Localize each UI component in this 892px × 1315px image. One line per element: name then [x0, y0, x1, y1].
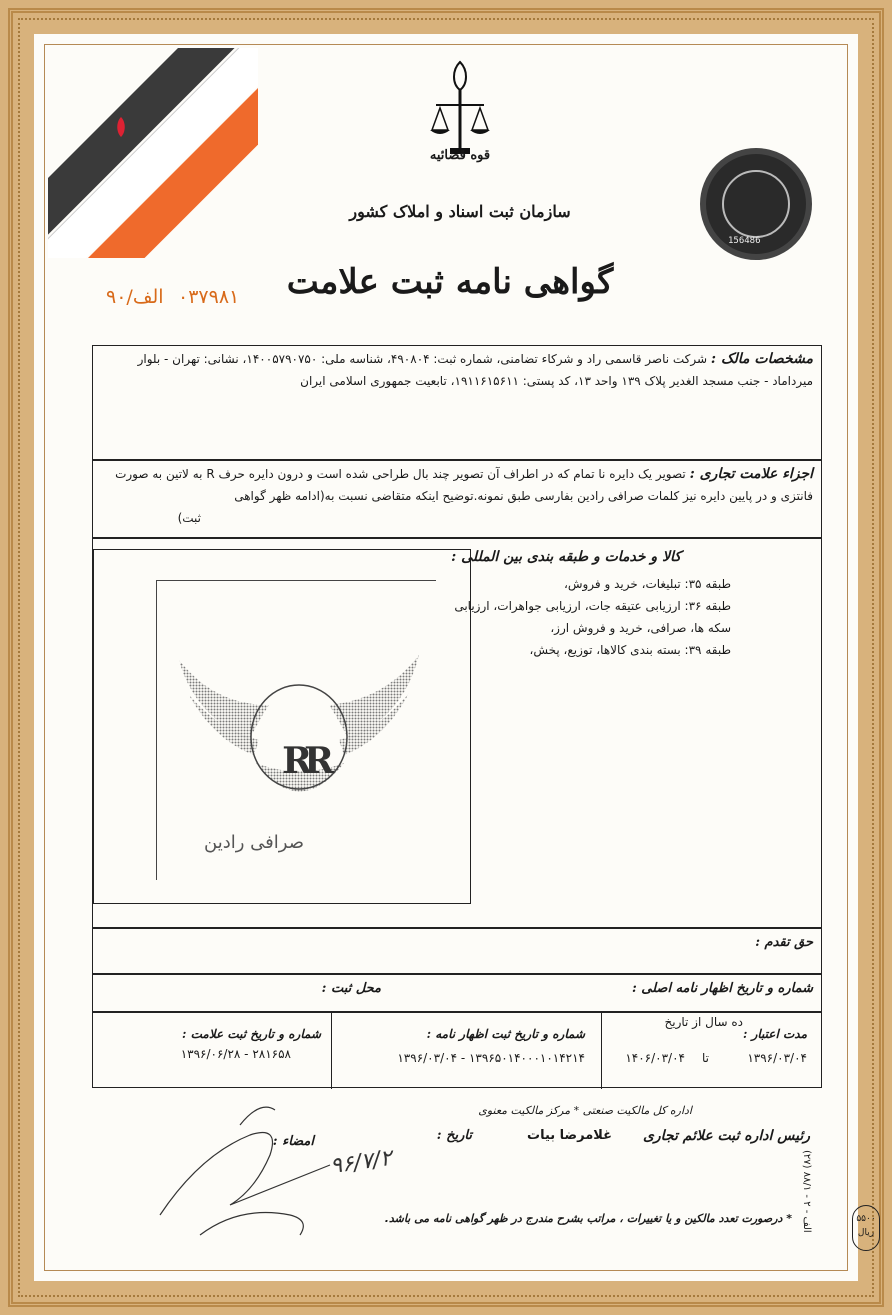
- goods-list: [431, 573, 731, 661]
- seal-emblem-icon: [722, 170, 790, 238]
- logo-letters: RR: [282, 740, 326, 782]
- validity-from: ۱۳۹۶/۰۳/۰۴: [747, 1051, 807, 1065]
- owner-label: مشخصات مالک :: [710, 351, 813, 367]
- stamp-line: اداره کل مالکیت صنعتی * مرکز مالکیت معنوی: [478, 1104, 692, 1117]
- logo-box: [93, 549, 471, 904]
- mark-parts-text: [103, 463, 813, 485]
- original-declaration-label: شماره و تاریخ اظهار نامه اصلی :: [631, 981, 813, 996]
- footer-note: * درصورت تعدد مالکین و یا تغییرات ، مراتب بشرح مندرج در ظهر گواهی نامه می باشد.: [384, 1212, 792, 1225]
- validity-label: مدت اعتبار :: [743, 1027, 807, 1041]
- validity-to: ۱۴۰۶/۰۳/۰۴: [625, 1051, 685, 1065]
- registration-value: ۲۸۱۶۵۸ - ۱۳۹۶/۰۶/۲۸: [180, 1047, 291, 1061]
- mark-parts-line-1: تصویر یک دایره نا تمام که در اطراف آن تصویر چند بال طراحی شده است و درون دایره حرف R به لاتین به صورت: [115, 467, 686, 481]
- serial-series: الف/۹۰: [106, 286, 164, 308]
- owner-line-2: میرداماد - جنب مسجد الغدیر پلاک ۱۳۹ واحد ۱۳، کد پستی: ۱۹۱۱۶۱۵۶۱۱، تابعیت جمهوری اسلامی ایران: [300, 374, 813, 388]
- priority-section: [92, 928, 822, 974]
- original-declaration-section: [92, 974, 822, 1012]
- goods-label: کالا و خدمات و طبقه بندی بین المللی :: [451, 549, 681, 565]
- declaration-label: شماره و تاریخ ثبت اظهار نامه :: [426, 1027, 585, 1041]
- declaration-value: ۱۳۹۶۵۰۱۴۰۰۰۱۰۱۴۲۱۴ - ۱۳۹۶/۰۳/۰۴: [397, 1051, 585, 1065]
- registration-label: شماره و تاریخ ثبت علامت :: [182, 1027, 321, 1041]
- handwritten-signature-icon: [140, 1095, 340, 1245]
- owner-text: [103, 348, 813, 370]
- seal-number: 156486: [728, 236, 761, 246]
- signature-label: امضاء :: [272, 1134, 314, 1149]
- price-badge: ۵۵۰۰ ریال: [852, 1205, 880, 1251]
- handwritten-date: ۹۶/۷/۲: [328, 1145, 394, 1180]
- logo-top-rule: [156, 580, 436, 581]
- dates-divider-2: [601, 1013, 602, 1089]
- iran-flag-graphic: [48, 48, 258, 258]
- goods-item-36: طبقه ۳۶: ارزیابی عتیقه جات، ارزیابی جواهرات، ارزیابی: [454, 599, 731, 613]
- priority-label: حق تقدم :: [755, 935, 813, 950]
- mark-parts-line-2: فانتزی و در پایین دایره نیز کلمات صرافی رادین بفارسی طبق نمونه.توضیح اینکه متقاضی نسبت به(ادامه ظهر گواهی: [234, 489, 813, 503]
- goods-item-36-cont: سکه ها، صرافی، خرید و فروش ارز،: [550, 621, 731, 635]
- wings-logo-icon: [174, 645, 424, 815]
- owner-section: [92, 345, 822, 460]
- goods-item-35: طبقه ۳۵: تبلیغات، خرید و فروش،: [563, 577, 731, 591]
- mark-parts-section: [92, 460, 822, 538]
- judiciary-title: قوه قضائیه: [429, 148, 491, 163]
- hologram-seal: [700, 148, 812, 260]
- emblem-small-icon: [108, 114, 134, 140]
- mark-parts-line-3: ثبت): [177, 511, 201, 525]
- signer-role: رئیس اداره ثبت علائم تجاری: [642, 1128, 810, 1144]
- goods-section: [92, 538, 822, 928]
- registration-place-label: محل ثبت :: [321, 981, 381, 996]
- logo-caption: صرافی رادین: [204, 832, 304, 853]
- certificate-title: گواهی نامه ثبت علامت: [286, 262, 614, 302]
- dates-row: [92, 1012, 822, 1088]
- form-code: (۲۷) الف - ۲ - ۸۸/۱: [801, 1150, 812, 1233]
- serial-number: ۰۳۷۹۸۱: [178, 286, 240, 308]
- dates-divider-1: [331, 1013, 332, 1089]
- organization-title: سازمان ثبت اسناد و املاک کشور: [349, 202, 571, 221]
- validity-to-word: تا: [702, 1051, 709, 1065]
- validity-duration: ده سال از تاریخ: [664, 1015, 743, 1029]
- mark-parts-label: اجزاء علامت تجاری :: [689, 466, 813, 482]
- signer-name: غلامرضا بیات: [527, 1128, 612, 1143]
- signature-date-label: تاریخ :: [436, 1128, 472, 1143]
- owner-line-1: شرکت ناصر قاسمی راد و شرکاء تضامنی، شماره ثبت: ۴۹۰۸۰۴، شناسه ملی: ۱۴۰۰۵۷۹۰۷۵۰، نشانی: تهران - بلوار: [137, 352, 708, 366]
- goods-item-39: طبقه ۳۹: بسته بندی کالاها، توزیع، پخش،: [529, 643, 731, 657]
